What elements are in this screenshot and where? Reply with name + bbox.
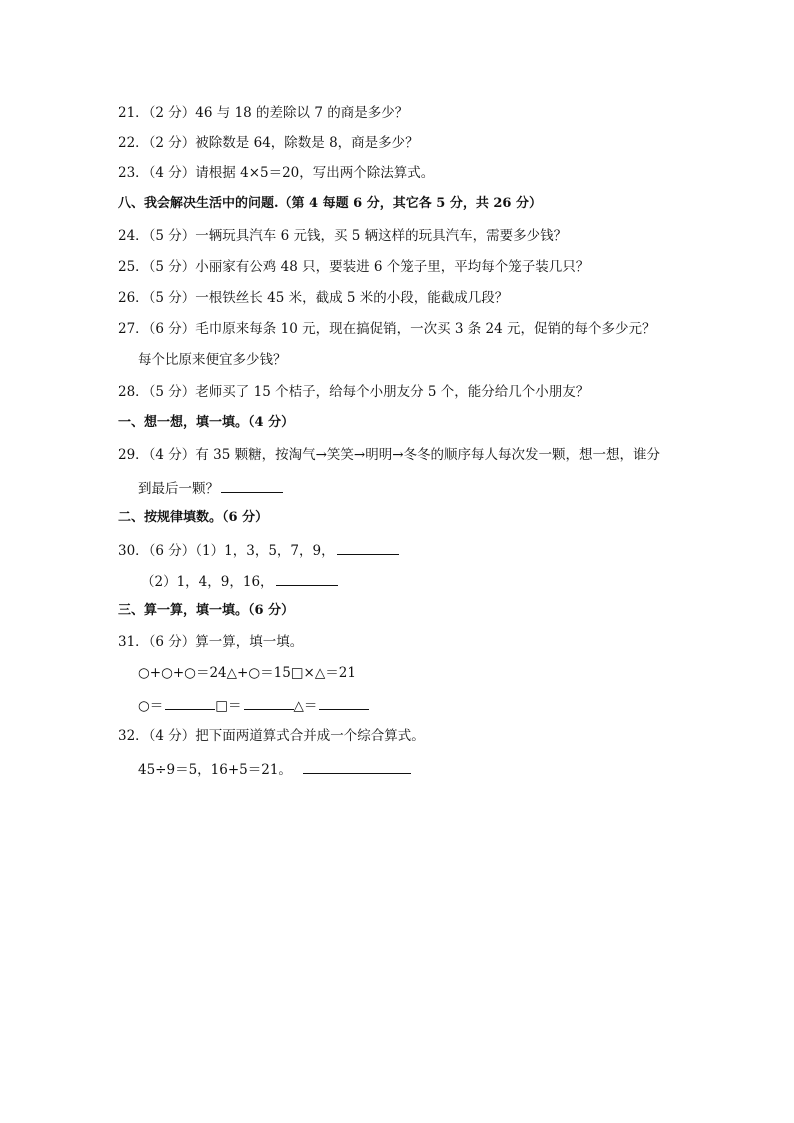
question-29-line1: 29．（4 分）有 35 颗糖，按淘气→笑笑→明明→冬冬的顺序每人每次发一颗，想一想，谁分 <box>118 447 661 463</box>
question-23: 23．（4 分）请根据 4×5＝20，写出两个除法算式。 <box>118 165 435 181</box>
question-22: 22．（2 分）被除数是 64，除数是 8，商是多少？ <box>118 135 419 151</box>
question-28: 28．（5 分）老师买了 15 个桔子，给每个小朋友分 5 个，能分给几个小朋友？ <box>118 384 590 400</box>
question-24: 24．（5 分）一辆玩具汽车 6 元钱，买 5 辆这样的玩具汽车，需要多少钱？ <box>118 228 568 244</box>
question-32-expression: 45÷9＝5，16+5＝21。 <box>138 762 292 778</box>
question-26: 26．（5 分）一根铁丝长 45 米，截成 5 米的小段，能截成几段？ <box>118 290 509 306</box>
question-27-line1: 27．（6 分）毛巾原来每条 10 元，现在搞促销，一次买 3 条 24 元，促销的每个多少元？ <box>118 321 656 337</box>
answer-blank[interactable] <box>303 759 411 774</box>
question-21: 21．（2 分）46 与 18 的差除以 7 的商是多少？ <box>118 105 409 121</box>
question-30-line1 <box>118 540 399 560</box>
question-29-text: 到最后一颗？ <box>138 481 219 497</box>
section-1-heading: 一、想一想，填一填。（4 分） <box>118 415 295 430</box>
square-label: □＝ <box>215 698 242 714</box>
answer-blank[interactable] <box>337 540 399 555</box>
square-answer-blank[interactable] <box>244 695 294 710</box>
circle-label: ○＝ <box>138 698 164 714</box>
question-31: 31．（6 分）算一算，填一填。 <box>118 634 304 650</box>
section-3-heading: 三、算一算，填一填。（6 分） <box>118 603 295 618</box>
answer-blank[interactable] <box>221 478 283 493</box>
question-30-line2 <box>141 571 338 591</box>
triangle-label: △＝ <box>293 698 318 714</box>
section-2-heading: 二、按规律填数。（6 分） <box>118 510 269 525</box>
question-32: 32．（4 分）把下面两道算式合并成一个综合算式。 <box>118 728 425 744</box>
question-30-text: 30．（6 分）（1）1，3，5，7，9， <box>118 543 335 559</box>
question-32-equations <box>138 759 411 779</box>
question-31-answers <box>138 695 369 715</box>
question-27-line2: 每个比原来便宜多少钱？ <box>138 352 287 368</box>
section-8-heading: 八、我会解决生活中的问题.（第 4 每题 6 分，其它各 5 分，共 26 分） <box>118 196 542 211</box>
question-30-part2-text: （2）1，4，9，16， <box>141 574 274 590</box>
question-29-line2 <box>138 478 283 498</box>
answer-blank[interactable] <box>276 571 338 586</box>
question-31-equations: ○+○+○＝24△+○＝15□×△＝21 <box>138 665 356 681</box>
triangle-answer-blank[interactable] <box>319 695 369 710</box>
question-25: 25．（5 分）小丽家有公鸡 48 只，要装进 6 个笼子里，平均每个笼子装几只？ <box>118 259 590 275</box>
circle-answer-blank[interactable] <box>165 695 215 710</box>
